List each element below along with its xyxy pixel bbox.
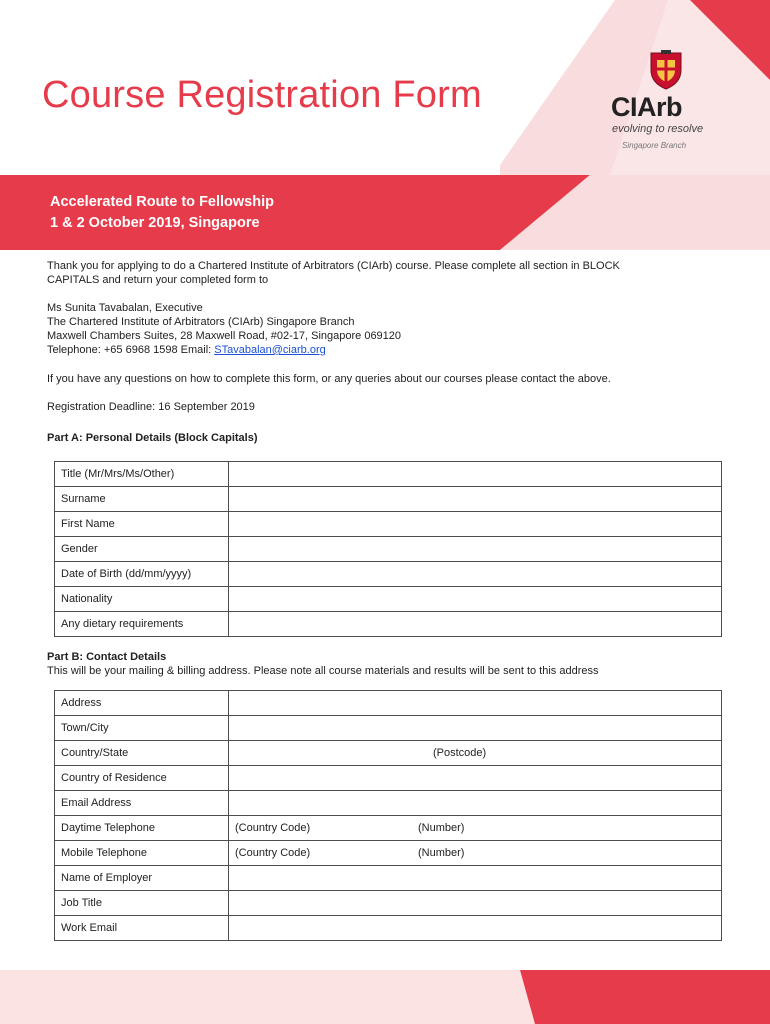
contact-details-table: [54, 690, 722, 941]
logo-branch: Singapore Branch: [622, 141, 687, 150]
email-address-field[interactable]: [229, 791, 722, 816]
table-row: [55, 741, 722, 766]
country-code-hint: (Country Code): [235, 822, 311, 834]
part-a-heading: Part A: Personal Details (Block Capitals): [47, 432, 258, 444]
country-of-residence-field[interactable]: [229, 766, 722, 791]
job-title-field[interactable]: [229, 891, 722, 916]
table-row: [55, 587, 722, 612]
first-name-field[interactable]: [229, 512, 722, 537]
footer-decoration: [0, 970, 770, 1024]
field-label: Date of Birth (dd/mm/yyyy): [55, 562, 229, 587]
field-label: Country/State: [55, 741, 229, 766]
daytime-telephone-field[interactable]: [229, 816, 722, 841]
contact-phone: [47, 343, 401, 357]
field-label: Any dietary requirements: [55, 612, 229, 637]
address-field[interactable]: [229, 691, 722, 716]
table-row: [55, 891, 722, 916]
contact-address: Maxwell Chambers Suites, 28 Maxwell Road, #02-17, Singapore 069120: [47, 330, 402, 342]
field-label: Name of Employer: [55, 866, 229, 891]
field-label: First Name: [55, 512, 229, 537]
ciarb-logo: [604, 48, 714, 158]
field-label: Title (Mr/Mrs/Ms/Other): [55, 462, 229, 487]
field-label: Email Address: [55, 791, 229, 816]
field-label: Job Title: [55, 891, 229, 916]
field-label: Daytime Telephone: [55, 816, 229, 841]
logo-wordmark: CIArb: [611, 92, 682, 122]
personal-details-table: [54, 461, 722, 637]
table-row: [55, 766, 722, 791]
dietary-requirements-field[interactable]: [229, 612, 722, 637]
table-row: [55, 791, 722, 816]
number-hint: (Number): [418, 822, 465, 834]
intro-text: [47, 259, 620, 287]
table-row: [55, 612, 722, 637]
contact-block: [47, 301, 401, 357]
intro-line-2: CAPITALS and return your completed form to: [47, 274, 269, 286]
questions-note: If you have any questions on how to complete this form, or any queries about our courses please contact the above.: [47, 373, 611, 385]
date-of-birth-field[interactable]: [229, 562, 722, 587]
field-label: Gender: [55, 537, 229, 562]
intro-line-1: Thank you for applying to do a Chartered Institute of Arbitrators (CIArb) course. Please complete all section in BLOCK: [47, 260, 620, 272]
employer-field[interactable]: [229, 866, 722, 891]
table-row: [55, 487, 722, 512]
postcode-hint: (Postcode): [433, 747, 487, 759]
field-label: Town/City: [55, 716, 229, 741]
table-row: [55, 562, 722, 587]
part-b-subheading: This will be your mailing & billing address. Please note all course materials and results will be sent to this address: [47, 665, 599, 677]
gender-field[interactable]: [229, 537, 722, 562]
table-row: [55, 916, 722, 941]
ciarb-crest-icon: [649, 50, 683, 90]
contact-phone-text: Telephone: +65 6968 1598 Email:: [47, 344, 215, 356]
town-city-field[interactable]: [229, 716, 722, 741]
field-label: Mobile Telephone: [55, 841, 229, 866]
country-state-field[interactable]: [229, 741, 722, 766]
part-b-heading: Part B: Contact Details: [47, 651, 167, 663]
table-row: [55, 537, 722, 562]
course-name: Accelerated Route to Fellowship: [50, 194, 274, 210]
surname-field[interactable]: [229, 487, 722, 512]
country-code-hint: (Country Code): [235, 847, 311, 859]
course-dates: 1 & 2 October 2019, Singapore: [50, 215, 260, 231]
field-label: Country of Residence: [55, 766, 229, 791]
contact-org: The Chartered Institute of Arbitrators (CIArb) Singapore Branch: [47, 316, 355, 328]
title-field[interactable]: [229, 462, 722, 487]
table-row: [55, 691, 722, 716]
course-banner: [50, 192, 274, 234]
table-row: [55, 816, 722, 841]
field-label: Work Email: [55, 916, 229, 941]
table-row: [55, 841, 722, 866]
table-row: [55, 716, 722, 741]
field-label: Nationality: [55, 587, 229, 612]
contact-name: Ms Sunita Tavabalan, Executive: [47, 302, 203, 314]
table-row: [55, 462, 722, 487]
contact-email-link[interactable]: STavabalan@ciarb.org: [214, 344, 326, 356]
mobile-telephone-field[interactable]: [229, 841, 722, 866]
table-row: [55, 866, 722, 891]
field-label: Surname: [55, 487, 229, 512]
work-email-field[interactable]: [229, 916, 722, 941]
nationality-field[interactable]: [229, 587, 722, 612]
registration-deadline: Registration Deadline: 16 September 2019: [47, 401, 255, 413]
part-b-header: [47, 650, 598, 678]
field-label: Address: [55, 691, 229, 716]
page-title: Course Registration Form: [42, 74, 482, 116]
logo-tagline: evolving to resolve: [612, 123, 704, 135]
table-row: [55, 512, 722, 537]
number-hint: (Number): [418, 847, 465, 859]
